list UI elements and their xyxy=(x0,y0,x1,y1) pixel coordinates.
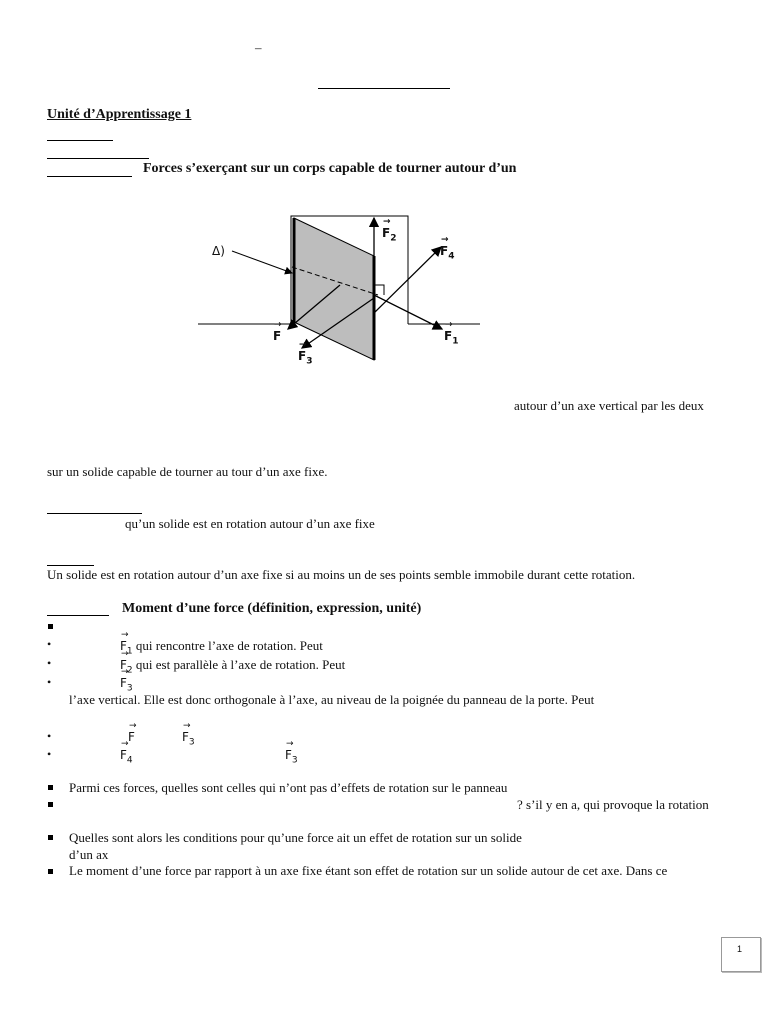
bullet-f4: → $F_4$ xyxy=(120,747,133,765)
question-3: Quelles sont alors les conditions pour qu’une force ait un effet de rotation sur un solide xyxy=(69,830,522,845)
square-bullet-3 xyxy=(48,835,53,840)
blank-rule-1 xyxy=(47,140,113,141)
definition-line: Un solide est en rotation autour d’un axe fixe si au moins un de ses points semble immobile durant cette rotation. xyxy=(47,567,636,582)
square-bullet-1 xyxy=(48,785,53,790)
bullet-f3c: → $F_3$ xyxy=(285,747,298,765)
rotation-line: qu’un solide est en rotation autour d’un axe fixe xyxy=(125,516,375,531)
dot-bullet-1: • xyxy=(47,637,52,651)
dot-bullet-2: • xyxy=(47,656,52,670)
dot-bullet-5: • xyxy=(47,747,52,761)
blank-rule-4 xyxy=(47,513,142,514)
question-1: Parmi ces forces, quelles sont celles qui n’ont pas d’effets de rotation sur le panneau xyxy=(69,780,508,795)
axis-line: autour d’un axe vertical par les deux xyxy=(514,398,704,413)
blank-rule-3 xyxy=(47,176,132,177)
page-number-box xyxy=(721,937,761,972)
bullet-f2: → $F_2$ qui est parallèle à l’axe de rotation. Peut xyxy=(120,657,345,675)
delta-pointer xyxy=(232,251,292,273)
blank-rule-2 xyxy=(47,158,149,159)
square-bullet-4 xyxy=(48,869,53,874)
delta-label: Δ) xyxy=(212,244,225,258)
f2-label: → $F_2$ xyxy=(382,225,396,243)
dot-bullet-3: • xyxy=(47,675,52,689)
unit-title: Unité d’Apprentissage 1 xyxy=(47,107,192,122)
moment-title: Moment d’une force (définition, expression, unité) xyxy=(122,601,422,616)
solid-line: sur un solide capable de tourner au tour d’un axe fixe. xyxy=(47,464,328,479)
door-forces-figure xyxy=(190,205,490,375)
bullet-f1: → $F_1$ qui rencontre l’axe de rotation. Peut xyxy=(120,638,323,656)
header-dash: – xyxy=(255,40,262,55)
section-title: Forces s’exerçant sur un corps capable de tourner autour d’un xyxy=(143,161,517,176)
f-label: → F xyxy=(273,328,281,344)
question-3-cont: d’un ax xyxy=(69,847,109,862)
square-bullet-2 xyxy=(48,802,53,807)
square-bullet-0 xyxy=(48,624,53,629)
bullet-f3: → $F_3$ xyxy=(120,675,133,693)
f1-label: → $F_1$ xyxy=(444,328,458,346)
f4-label: → $F_4$ xyxy=(440,243,454,261)
question-4: Le moment d’une force par rapport à un axe fixe étant son effet de rotation sur un solide autour de cet axe. Dans ce xyxy=(69,863,668,878)
blank-rule-6 xyxy=(47,615,109,616)
bullet-f3-cont: l’axe vertical. Elle est donc orthogonale à l’axe, au niveau de la poignée du panneau de la porte. Peut xyxy=(69,692,595,707)
blank-rule-5 xyxy=(47,565,94,566)
door-panel xyxy=(294,218,374,360)
f3-label: → $F_3$ xyxy=(298,348,312,366)
dot-bullet-4: • xyxy=(47,729,52,743)
page-number: 1 xyxy=(737,944,743,954)
question-2: ? s’il y en a, qui provoque la rotation xyxy=(517,797,709,812)
bullet-f3b: → $F_3$ xyxy=(182,729,195,747)
title-underline xyxy=(318,88,450,89)
bullet-f: → F xyxy=(128,729,135,745)
